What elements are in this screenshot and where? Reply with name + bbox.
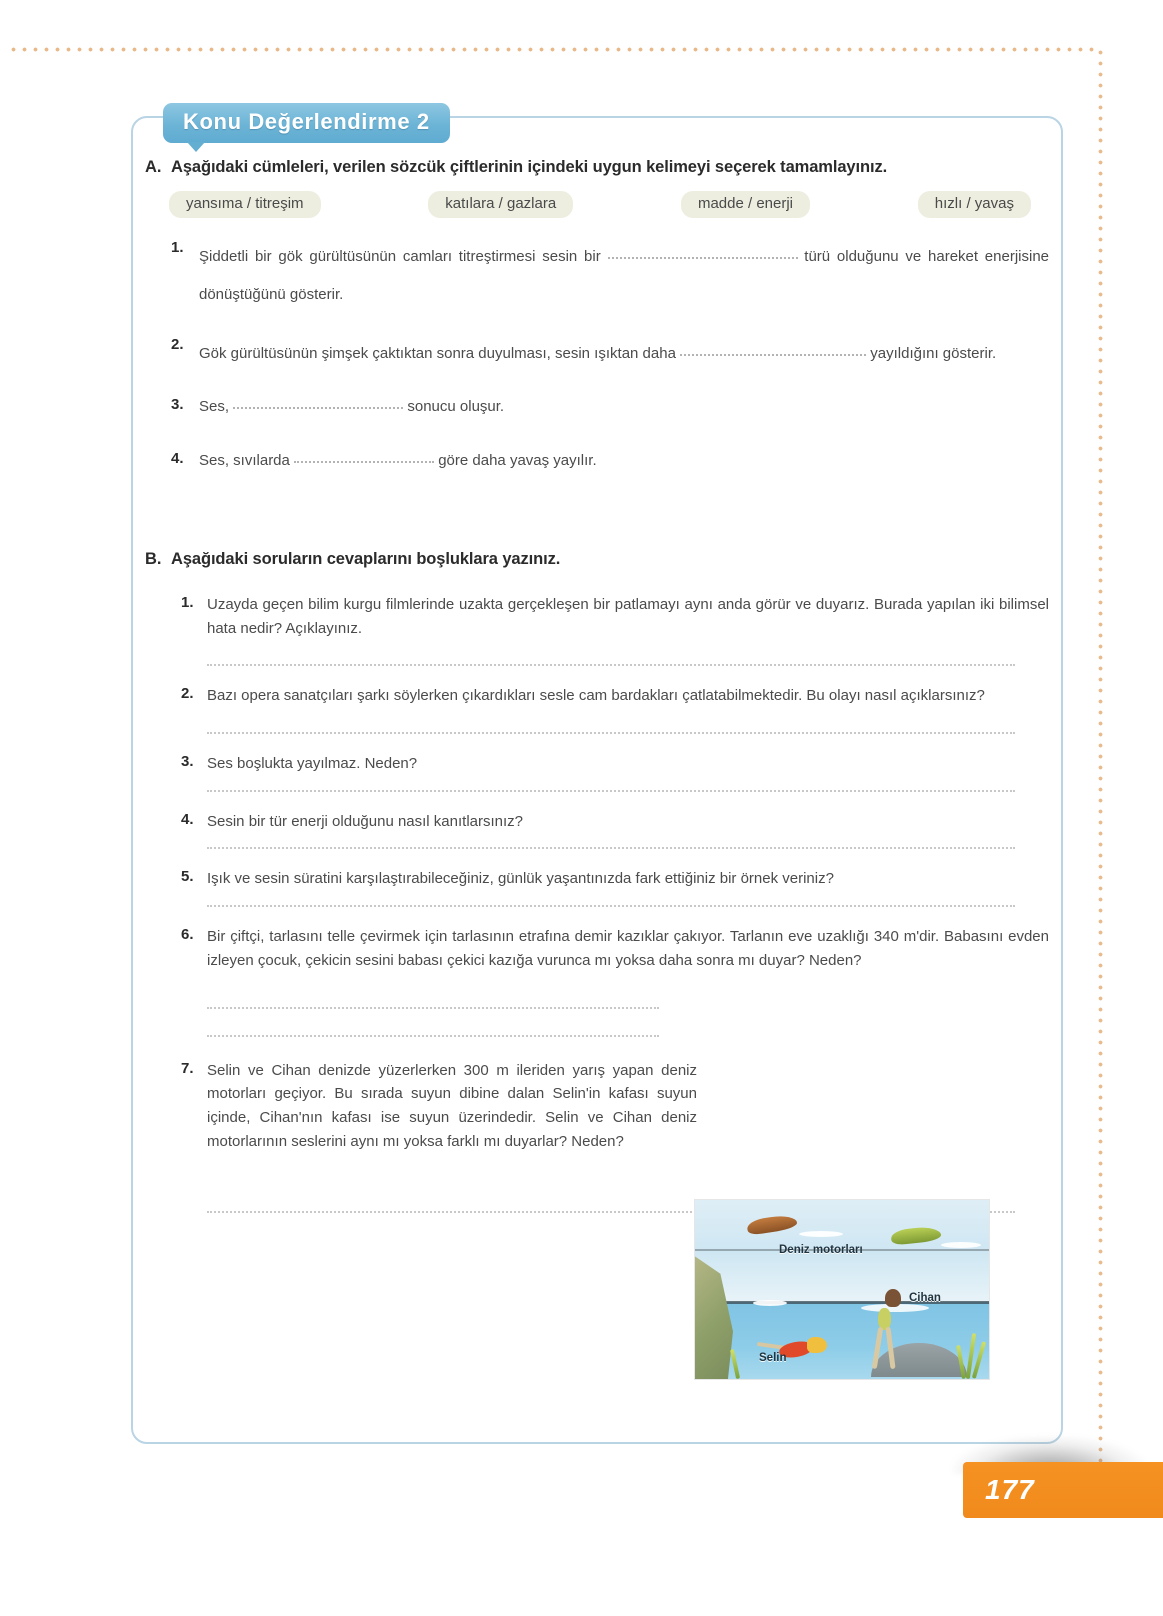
item-number: 1.: [181, 594, 194, 611]
answer-line[interactable]: [207, 1007, 659, 1009]
answer-line[interactable]: [207, 847, 1015, 849]
blank-fill-field[interactable]: [680, 346, 866, 356]
item-number: 1.: [171, 239, 184, 256]
water-spray-icon: [799, 1231, 843, 1237]
section-a: [131, 158, 1063, 473]
section-a-item: [145, 449, 1049, 473]
section-a-letter: A.: [145, 158, 162, 176]
section-a-item: [145, 335, 1049, 373]
section-b-item: [145, 684, 1049, 708]
word-pair-chip[interactable]: madde / enerji: [681, 191, 810, 218]
blank-fill-field[interactable]: [233, 399, 403, 409]
answer-line[interactable]: [207, 1035, 659, 1037]
item-text: Bir çiftçi, tarlasını telle çevirmek için tarlasının etrafına demir kazıklar çakıyor. Tarlanın eve uzaklığı 340 m'dir. Babasını evden izleyen çocuk, çekicin sesini babası çekici kazığa vurunca mı yoksa daha sonra mı duyar? Neden?: [207, 928, 1049, 969]
item-text: Işık ve sesin süratini karşılaştırabileceğiniz, günlük yaşantınızda fark ettiğiniz bir örnek veriniz?: [207, 870, 834, 888]
item-text: Sesin bir tür enerji olduğunu nasıl kanıtlarsınız?: [207, 812, 524, 830]
swimmer-leg: [872, 1327, 884, 1369]
item-text: Selin ve Cihan denizde yüzerlerken 300 m ileriden yarış yapan deniz motorları geçiyor. Bu sırada suyun dibine dalan Selin'in kafası suyun içinde, Cihan'nın kafası ise suyun üzerindedir. Selin ve Cihan deniz motorlarının seslerini aynı mı yoksa farklı mı duyarlar? Neden?: [207, 1061, 697, 1150]
item-text: [199, 238, 1049, 315]
section-b-item: [145, 925, 1049, 972]
section-a-title: Aşağıdaki cümleleri, verilen sözcük çiftlerinin içindeki uygun kelimeyi seçerek tamamlayınız.: [171, 158, 888, 176]
section-b-item: [145, 752, 1049, 776]
section-b-heading: [145, 550, 1049, 569]
section-b-letter: B.: [145, 550, 162, 568]
section-a-item: [145, 395, 1049, 419]
word-pair-chips: [145, 191, 1049, 218]
illustration-label-selin: Selin: [759, 1352, 787, 1364]
blank-fill-field[interactable]: [294, 453, 434, 463]
section-b-item: [145, 867, 1049, 891]
page-number-badge: [963, 1462, 1163, 1518]
blank-fill-field[interactable]: [608, 249, 798, 259]
item-text: [199, 449, 1049, 473]
item-text: Uzayda geçen bilim kurgu filmlerinde uzakta gerçekleşen bir patlamayı aynı anda görür ve duyarız. Burada yapılan iki bilimsel hata nedir? Açıklayınız.: [207, 596, 1049, 637]
water-spray-icon: [941, 1242, 981, 1248]
diver-fin: [807, 1337, 827, 1353]
illustration-surface-band: [695, 1250, 989, 1302]
item-text-after: sonucu oluşur.: [407, 397, 505, 415]
section-b-title: Aşağıdaki soruların cevaplarını boşluklara yazınız.: [171, 550, 561, 568]
water-spray-icon: [753, 1300, 787, 1306]
illustration-label-cihan: Cihan: [909, 1292, 941, 1304]
item-text: Ses boşlukta yayılmaz. Neden?: [207, 755, 418, 773]
section-a-heading: [145, 158, 1049, 177]
section-b-item: [145, 1059, 1049, 1154]
item-text-after: türü olduğunu ve hareket enerjisine dönüştüğünü gösterir.: [199, 248, 1050, 304]
item-number: 5.: [181, 868, 194, 886]
section-a-item: [145, 238, 1049, 315]
answer-line[interactable]: [207, 664, 1015, 666]
answer-line[interactable]: [207, 905, 1015, 907]
item-number: 4.: [181, 810, 194, 828]
word-pair-chip[interactable]: hızlı / yavaş: [918, 191, 1031, 218]
item-text-before: Gök gürültüsünün şimşek çaktıktan sonra duyulması, sesin ışıktan daha: [199, 344, 676, 362]
illustration-label-boats: Deniz motorları: [779, 1244, 863, 1256]
cihan-body-underwater: [873, 1308, 899, 1366]
section-b: [131, 550, 1063, 1213]
section-title-label: Konu Değerlendirme 2: [163, 103, 450, 143]
item-text-before: Ses, sıvılarda: [199, 451, 290, 469]
sea-scene-illustration: [694, 1199, 990, 1380]
item-text: [199, 395, 1049, 419]
page-number-label: 177: [985, 1474, 1035, 1505]
item-text-before: Ses,: [199, 397, 230, 415]
item-number: 3.: [171, 395, 184, 413]
item-text: Bazı opera sanatçıları şarkı söylerken çıkardıkları sesle cam bardakları çatlatabilmektedir. Bu olayı nasıl açıklarsınız?: [207, 687, 985, 705]
page-frame-right-dotted-border: [1098, 47, 1103, 1499]
page-frame-top-dotted-border: [8, 47, 1100, 52]
illustration-waterline: [695, 1301, 989, 1304]
item-text: [199, 335, 1049, 373]
word-pair-chip[interactable]: katılara / gazlara: [428, 191, 573, 218]
section-title-tab: [163, 103, 450, 143]
answer-line[interactable]: [207, 790, 1015, 792]
section-b-item: [145, 810, 1049, 834]
item-number: 7.: [181, 1059, 194, 1077]
item-number: 4.: [171, 449, 184, 467]
cihan-head-icon: [885, 1289, 901, 1307]
item-number: 2.: [171, 335, 184, 353]
swimmer-leg: [885, 1327, 895, 1369]
item-number: 3.: [181, 753, 194, 771]
item-number: 2.: [181, 685, 194, 703]
answer-line[interactable]: [207, 732, 1015, 734]
item-text-after: yayıldığını gösterir.: [870, 344, 997, 362]
word-pair-chip[interactable]: yansıma / titreşim: [169, 191, 321, 218]
title-tab-pointer-icon: [187, 142, 205, 152]
item-text-after: göre daha yavaş yayılır.: [438, 451, 597, 469]
section-b-item: [145, 593, 1049, 640]
item-text-before: Şiddetli bir gök gürültüsünün camları titreştirmesi sesin bir: [199, 248, 601, 265]
item-number: 6.: [181, 926, 194, 944]
